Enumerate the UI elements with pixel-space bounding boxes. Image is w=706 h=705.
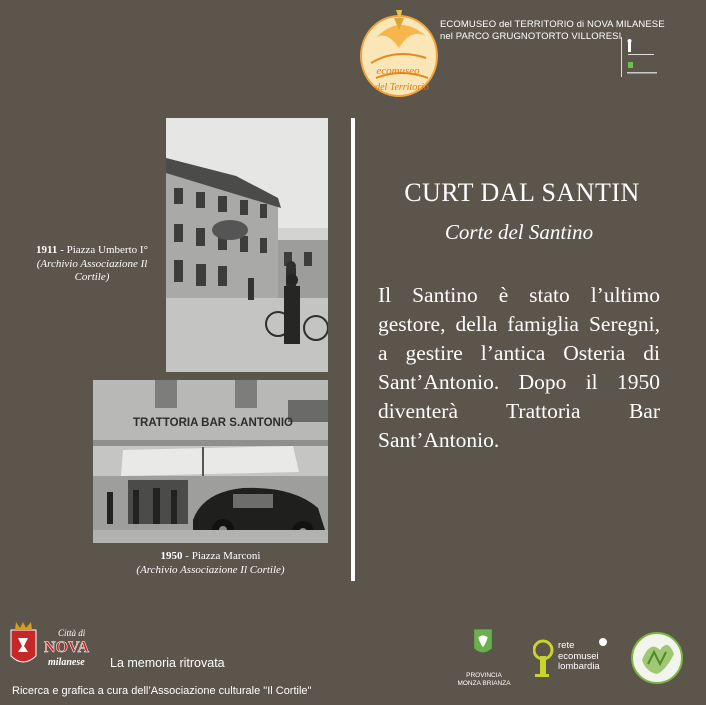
svg-text:del Territorio: del Territorio [375, 82, 429, 93]
rete-ecomusei-text [558, 641, 600, 673]
photo-1950-place: - Piazza Marconi [182, 550, 261, 562]
rete-line-1: rete [558, 640, 575, 651]
photo-1950-sign: TRATTORIA BAR S.ANTONIO [133, 417, 293, 429]
partner-mini-logos [624, 38, 664, 78]
page-title: CURT DAL SANTIN [404, 178, 640, 207]
svg-text:ecomuseo: ecomuseo [376, 65, 420, 77]
ecomuseo-logo [356, 8, 442, 100]
vertical-divider [351, 118, 355, 581]
parco-seal-logo [630, 630, 684, 685]
city-logo-line1: Città di [58, 628, 86, 638]
rete-line-2: ecomusei [558, 650, 599, 662]
photo-1911-source: (Archivio Associazione Il Cortile) [36, 257, 148, 283]
body-text: Il Santino è stato l’ultimo gestore, della famiglia Seregni, a gestire l’antica Osteria di Sant’Antonio. Dopo il 1950 diventerà Trattoria Bar Sant’Antonio. [378, 283, 660, 452]
photo-1950-piazza-marconi [93, 380, 328, 543]
city-logo-line3: milanese [48, 657, 85, 668]
rete-line-3: lombardia [558, 661, 600, 672]
provincia-monza-brianza-logo [450, 628, 516, 670]
nova-milanese-logo [8, 622, 106, 674]
header-line-2: nel PARCO GRUGNOTORTO VILLORESI [440, 31, 622, 42]
provincia-text [444, 672, 524, 688]
memoria-ritrovata: La memoria ritrovata [110, 656, 225, 670]
photo-1911-piazza-umberto [166, 118, 328, 372]
header-divider [621, 37, 622, 77]
page-subtitle: Corte del Santino [444, 220, 594, 244]
provincia-label: PROVINCIA MONZA BRIANZA [457, 672, 511, 687]
photo-1950-caption [93, 550, 328, 577]
credits-text: Ricerca e grafica a cura dell’Associazione culturale "Il Cortile" [12, 685, 312, 697]
photo-1911-caption [20, 244, 164, 285]
photo-1911-place: - Piazza Umberto I° [57, 244, 148, 256]
photo-1950-source: (Archivio Associazione Il Cortile) [136, 563, 285, 576]
photo-1911-year: 1911 [36, 244, 58, 256]
city-logo-line2: NOVA [44, 639, 90, 656]
photo-1950-year: 1950 [160, 550, 183, 562]
header-line-1: ECOMUSEO del TERRITORIO di NOVA MILANESE [440, 19, 665, 30]
